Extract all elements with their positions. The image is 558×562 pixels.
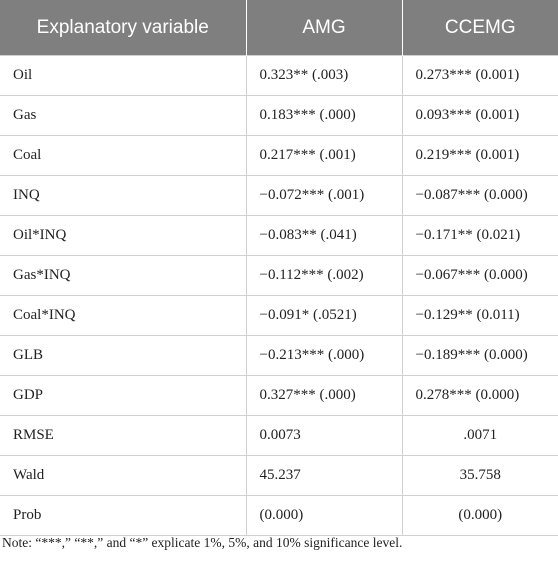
table-row — [0, 136, 558, 176]
amg-cell: 0.327*** (.000) — [246, 376, 402, 416]
variable-cell: Wald — [0, 456, 246, 496]
ccemg-cell: 0.273*** (0.001) — [402, 56, 558, 96]
table-row — [0, 456, 558, 496]
amg-cell: 0.0073 — [246, 416, 402, 456]
table-row — [0, 96, 558, 136]
variable-cell: Prob — [0, 496, 246, 536]
amg-cell: −0.072*** (.001) — [246, 176, 402, 216]
ccemg-cell: −0.129** (0.011) — [402, 296, 558, 336]
header-ccemg: CCEMG — [402, 0, 558, 56]
variable-cell: GLB — [0, 336, 246, 376]
ccemg-cell: 0.278*** (0.000) — [402, 376, 558, 416]
table-row — [0, 336, 558, 376]
variable-cell: Gas*INQ — [0, 256, 246, 296]
variable-cell: RMSE — [0, 416, 246, 456]
ccemg-cell: (0.000) — [402, 496, 558, 536]
amg-cell: 0.217*** (.001) — [246, 136, 402, 176]
variable-cell: Coal — [0, 136, 246, 176]
amg-cell: 0.183*** (.000) — [246, 96, 402, 136]
table-row — [0, 496, 558, 536]
amg-cell: (0.000) — [246, 496, 402, 536]
variable-cell: Oil*INQ — [0, 216, 246, 256]
ccemg-cell: −0.171** (0.021) — [402, 216, 558, 256]
table-row — [0, 56, 558, 96]
header-amg: AMG — [246, 0, 402, 56]
header-explanatory-variable: Explanatory variable — [0, 0, 246, 56]
ccemg-cell: 0.093*** (0.001) — [402, 96, 558, 136]
amg-cell: −0.091* (.0521) — [246, 296, 402, 336]
ccemg-cell: −0.189*** (0.000) — [402, 336, 558, 376]
variable-cell: Oil — [0, 56, 246, 96]
amg-cell: −0.213*** (.000) — [246, 336, 402, 376]
amg-cell: 45.237 — [246, 456, 402, 496]
variable-cell: INQ — [0, 176, 246, 216]
ccemg-cell: .0071 — [402, 416, 558, 456]
variable-cell: Coal*INQ — [0, 296, 246, 336]
table-footnote: Note: “***,” “**,” and “*” explicate 1%, 5%, and 10% significance level. — [2, 535, 403, 550]
table-row — [0, 296, 558, 336]
table-row — [0, 416, 558, 456]
table-row — [0, 216, 558, 256]
table-row — [0, 376, 558, 416]
table-row — [0, 176, 558, 216]
header-row — [0, 0, 558, 56]
ccemg-cell: 0.219*** (0.001) — [402, 136, 558, 176]
ccemg-cell: −0.067*** (0.000) — [402, 256, 558, 296]
amg-cell: 0.323** (.003) — [246, 56, 402, 96]
table-row — [0, 256, 558, 296]
amg-cell: −0.112*** (.002) — [246, 256, 402, 296]
ccemg-cell: 35.758 — [402, 456, 558, 496]
variable-cell: Gas — [0, 96, 246, 136]
ccemg-cell: −0.087*** (0.000) — [402, 176, 558, 216]
amg-cell: −0.083** (.041) — [246, 216, 402, 256]
variable-cell: GDP — [0, 376, 246, 416]
